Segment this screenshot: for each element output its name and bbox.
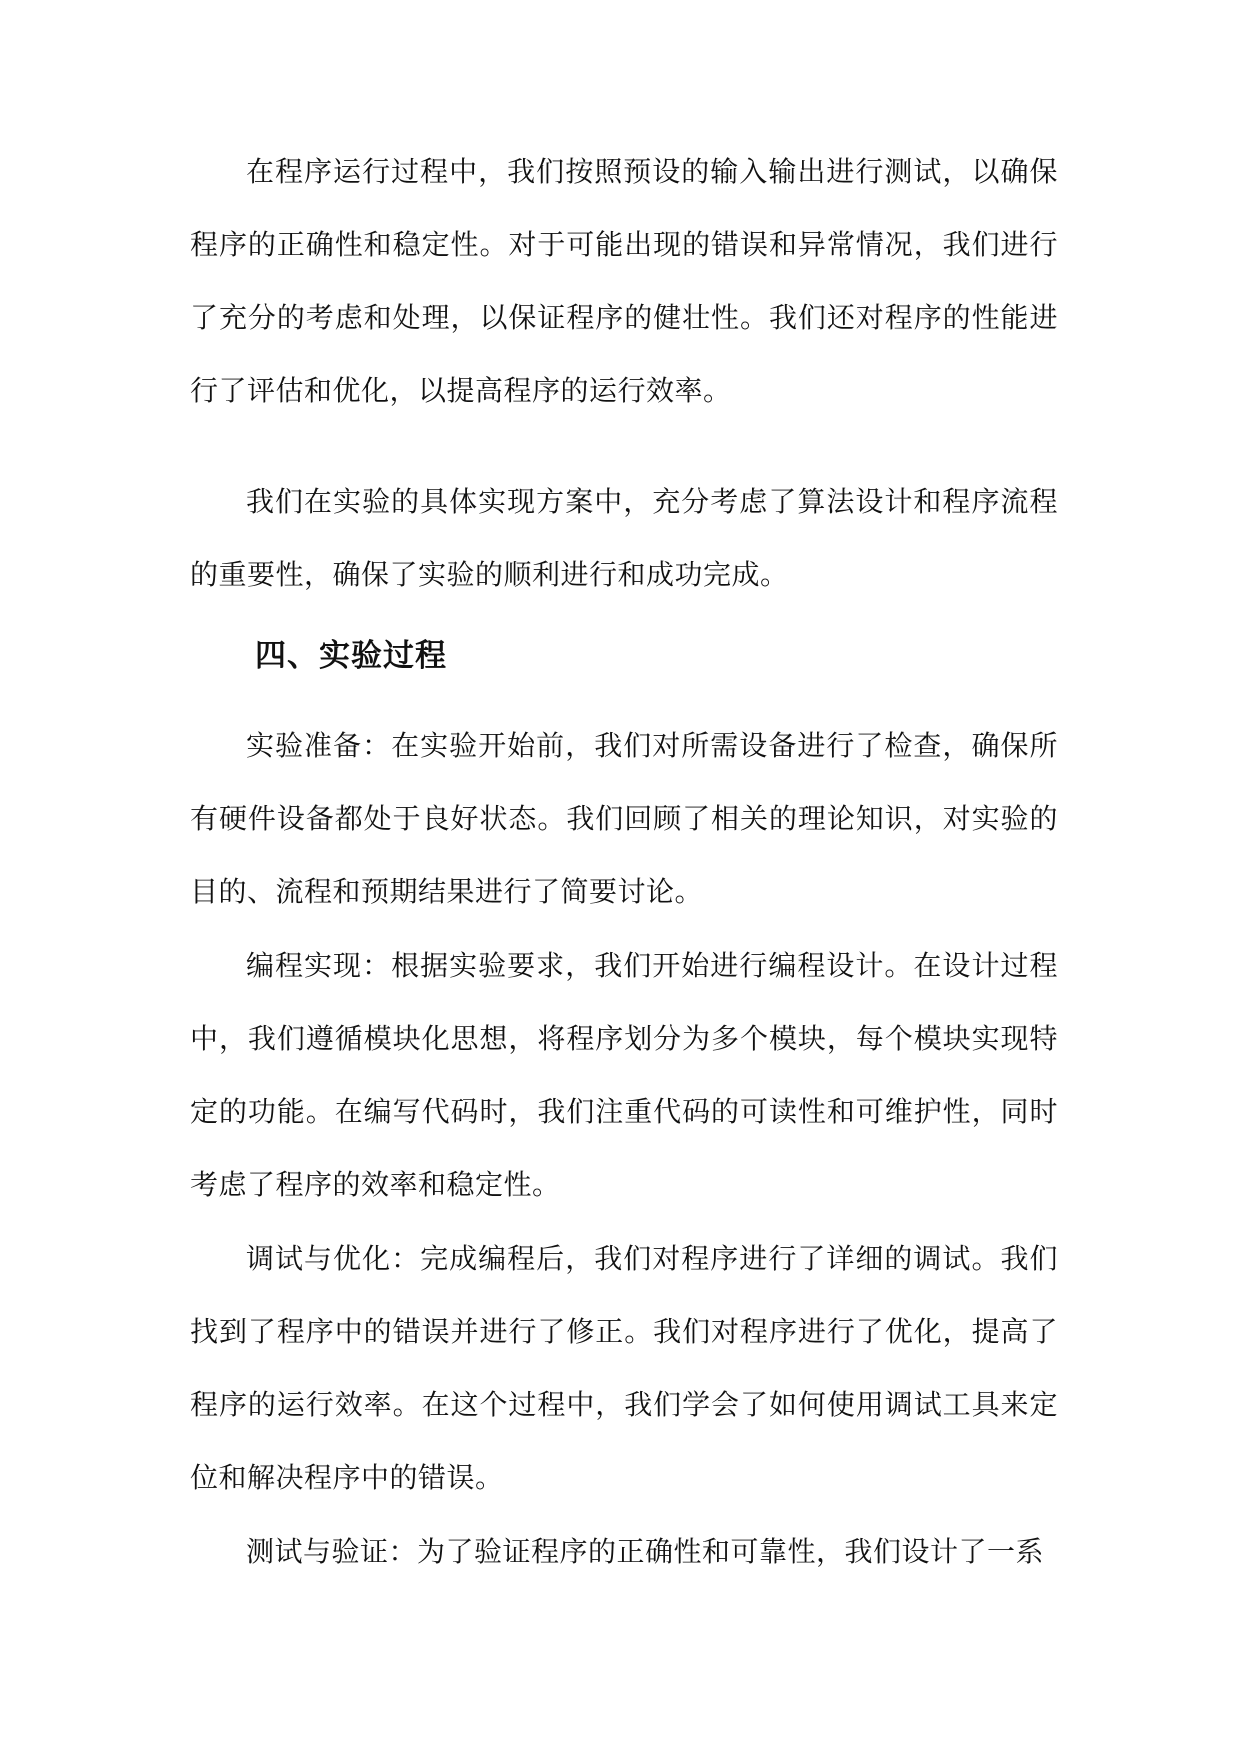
paragraph-debugging-optimization: 调试与优化：完成编程后，我们对程序进行了详细的调试。我们找到了程序中的错误并进行了修正。我们对程序进行了优化，提高了程序的运行效率。在这个过程中，我们学会了如何使用调试工具来定位和解决程序中的错误。: [190, 1242, 1058, 1494]
section-heading-experiment-process: 四、实验过程: [255, 638, 447, 674]
paragraph-programming-implementation: 编程实现：根据实验要求，我们开始进行编程设计。在设计过程中，我们遵循模块化思想，将程序划分为多个模块，每个模块实现特定的功能。在编写代码时，我们注重代码的可读性和可维护性，同时考虑了程序的效率和稳定性。: [190, 949, 1058, 1201]
paragraph-experiment-preparation: 实验准备：在实验开始前，我们对所需设备进行了检查，确保所有硬件设备都处于良好状态。我们回顾了相关的理论知识，对实验的目的、流程和预期结果进行了简要讨论。: [190, 729, 1058, 908]
paragraph-program-testing: 在程序运行过程中，我们按照预设的输入输出进行测试，以确保程序的正确性和稳定性。对于可能出现的错误和异常情况，我们进行了充分的考虑和处理，以保证程序的健壮性。我们还对程序的性能进行了评估和优化，以提高程序的运行效率。: [190, 155, 1058, 407]
paragraph-implementation-summary: 我们在实验的具体实现方案中，充分考虑了算法设计和程序流程的重要性，确保了实验的顺利进行和成功完成。: [190, 485, 1058, 591]
paragraph-testing-verification: 测试与验证：为了验证程序的正确性和可靠性，我们设计了一系: [246, 1535, 1045, 1568]
